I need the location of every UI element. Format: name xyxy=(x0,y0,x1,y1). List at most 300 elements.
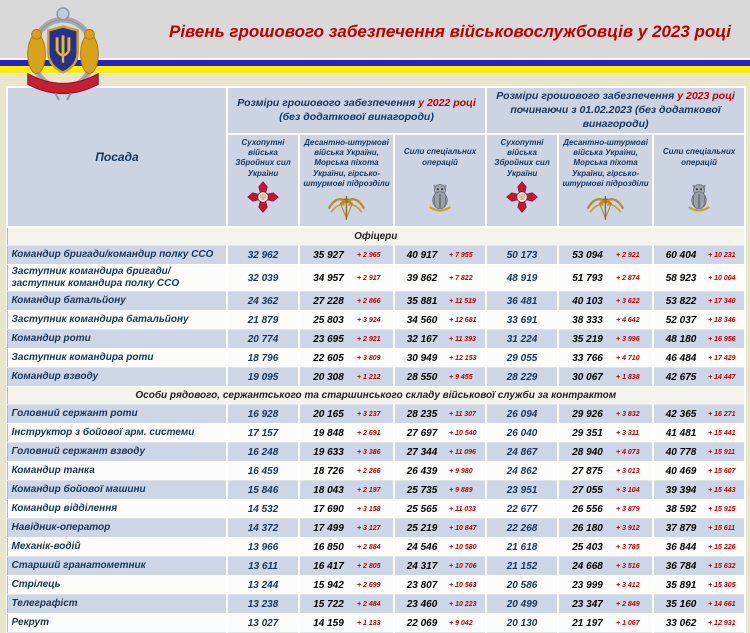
group-2023-year: у 2023 році xyxy=(677,90,735,102)
salary-increase: + 11 033 xyxy=(449,505,476,513)
salary-value: 25 403 xyxy=(572,541,603,553)
salary-value: 40 778 xyxy=(665,446,697,458)
salary-increase: + 1 133 xyxy=(357,619,381,627)
salary-value: 42 675 xyxy=(665,371,697,383)
salary-value: 23 807 xyxy=(406,579,438,591)
table-row xyxy=(7,424,745,443)
table-row xyxy=(7,292,745,311)
salary-table-wrap xyxy=(0,74,750,633)
salary-increase: + 11 393 xyxy=(449,335,476,343)
salary-cell xyxy=(486,265,558,292)
salary-increase: + 3 013 xyxy=(616,467,640,475)
salary-cell xyxy=(227,246,299,265)
salary-value: 21 618 xyxy=(506,541,538,553)
salary-value: 48 180 xyxy=(665,333,697,345)
salary-cell xyxy=(486,349,558,368)
salary-cell xyxy=(558,595,653,614)
salary-value: 35 160 xyxy=(665,598,697,610)
salary-cell xyxy=(394,330,486,349)
salary-value: 18 726 xyxy=(313,465,344,477)
salary-value: 36 784 xyxy=(665,560,697,572)
page-title: Рівень грошового забезпечення військовослужбовців у 2023 році xyxy=(168,22,732,41)
flag-yellow-stripe xyxy=(0,66,750,73)
branch-header-air-assault-2023: Десантно-штурмові війська України, Морська піхота України, гірсько-штурмові підрозділи xyxy=(558,134,653,228)
salary-increase: + 12 153 xyxy=(449,354,477,362)
salary-cell xyxy=(299,557,394,576)
salary-cell xyxy=(653,538,745,557)
salary-increase: + 3 879 xyxy=(616,505,640,513)
position-cell: Командир бойової машини xyxy=(7,481,227,500)
salary-cell xyxy=(653,424,745,443)
salary-value: 34 560 xyxy=(406,314,438,326)
salary-increase: + 10 223 xyxy=(449,600,477,608)
branch-header-special-ops-2022: Сили спеціальних операцій xyxy=(394,134,486,228)
salary-value: 13 244 xyxy=(247,579,279,591)
salary-value: 28 550 xyxy=(406,371,438,383)
salary-cell xyxy=(558,481,653,500)
salary-value: 26 556 xyxy=(572,503,603,515)
position-cell: Командир бригади/командир полку ССО xyxy=(7,246,227,265)
branch-header-air-assault-2022: Десантно-штурмові війська України, Морська піхота України, гірсько-штурмові підрозділи xyxy=(299,134,394,228)
salary-cell xyxy=(653,368,745,387)
salary-value: 27 697 xyxy=(406,427,438,439)
ground-forces-emblem-icon xyxy=(489,179,555,215)
salary-increase: + 2 917 xyxy=(357,274,381,282)
salary-increase: + 14 447 xyxy=(708,373,736,381)
salary-value: 24 867 xyxy=(506,446,538,458)
salary-cell xyxy=(394,595,486,614)
salary-value: 32 962 xyxy=(247,249,279,261)
salary-cell xyxy=(299,519,394,538)
salary-value: 23 460 xyxy=(406,598,438,610)
salary-value: 26 439 xyxy=(406,465,438,477)
salary-cell xyxy=(486,462,558,481)
salary-increase: + 12 931 xyxy=(708,619,736,627)
salary-value: 21 152 xyxy=(506,560,538,572)
salary-increase: + 9 889 xyxy=(449,486,473,494)
salary-increase: + 1 838 xyxy=(616,373,640,381)
salary-cell xyxy=(394,519,486,538)
air-assault-emblem-icon xyxy=(302,189,391,225)
salary-cell xyxy=(227,292,299,311)
salary-cell xyxy=(558,368,653,387)
salary-cell xyxy=(653,443,745,462)
salary-value: 20 130 xyxy=(506,617,538,629)
salary-increase: + 4 073 xyxy=(616,448,640,456)
salary-value: 48 919 xyxy=(506,272,538,284)
salary-value: 53 094 xyxy=(572,249,603,261)
salary-value: 25 219 xyxy=(406,522,438,534)
salary-value: 35 927 xyxy=(313,249,344,261)
salary-cell xyxy=(653,595,745,614)
salary-cell xyxy=(299,330,394,349)
salary-increase: + 3 412 xyxy=(616,581,640,589)
salary-cell xyxy=(486,368,558,387)
salary-cell xyxy=(653,292,745,311)
salary-value: 40 103 xyxy=(572,295,603,307)
salary-cell xyxy=(227,311,299,330)
salary-value: 23 951 xyxy=(506,484,538,496)
salary-cell xyxy=(299,265,394,292)
salary-value: 24 317 xyxy=(406,560,438,572)
salary-value: 29 926 xyxy=(572,408,603,420)
table-row xyxy=(7,462,745,481)
salary-increase: + 16 956 xyxy=(708,335,736,343)
table-row xyxy=(7,311,745,330)
salary-value: 52 037 xyxy=(665,314,697,326)
salary-increase: + 2 874 xyxy=(616,274,640,282)
salary-cell xyxy=(227,330,299,349)
position-cell: Командир відділення xyxy=(7,500,227,519)
salary-value: 29 351 xyxy=(572,427,603,439)
salary-increase: + 15 607 xyxy=(708,467,736,475)
table-row xyxy=(7,614,745,633)
salary-value: 14 372 xyxy=(247,522,279,534)
salary-value: 24 668 xyxy=(572,560,603,572)
salary-cell xyxy=(558,349,653,368)
salary-cell xyxy=(558,405,653,424)
salary-cell xyxy=(558,462,653,481)
salary-increase: + 3 127 xyxy=(357,524,381,532)
salary-increase: + 15 611 xyxy=(708,524,735,532)
salary-value: 50 173 xyxy=(506,249,538,261)
position-column-label: Посада xyxy=(95,150,139,165)
salary-value: 13 238 xyxy=(247,598,279,610)
salary-value: 37 879 xyxy=(665,522,697,534)
special-operations-emblem-icon xyxy=(397,178,483,214)
salary-value: 17 157 xyxy=(247,427,279,439)
salary-cell xyxy=(486,576,558,595)
salary-value: 35 219 xyxy=(572,333,603,345)
salary-cell xyxy=(227,538,299,557)
salary-value: 16 850 xyxy=(313,541,344,553)
branch-header-special-ops-2023: Сили спеціальних операцій xyxy=(653,134,745,228)
table-row xyxy=(7,576,745,595)
salary-increase: + 3 622 xyxy=(616,297,640,305)
salary-cell xyxy=(394,368,486,387)
branch-header-ground-2022: Сухопутні війська Збройних сил України xyxy=(227,134,299,228)
salary-increase: + 4 642 xyxy=(616,316,640,324)
slide-header xyxy=(0,0,750,58)
salary-value: 36 844 xyxy=(665,541,697,553)
salary-cell xyxy=(299,368,394,387)
salary-increase: + 17 340 xyxy=(708,297,736,305)
salary-increase: + 17 429 xyxy=(708,354,736,362)
position-cell: Механік-водій xyxy=(7,538,227,557)
position-cell: Навідник-оператор xyxy=(7,519,227,538)
salary-value: 35 891 xyxy=(665,579,697,591)
table-row xyxy=(7,443,745,462)
salary-value: 42 365 xyxy=(665,408,697,420)
position-cell: Головний сержант взводу xyxy=(7,443,227,462)
salary-cell xyxy=(227,368,299,387)
salary-cell xyxy=(486,519,558,538)
salary-value: 22 268 xyxy=(506,522,538,534)
position-cell: Заступник командира бригади/ заступник командира полку ССО xyxy=(7,265,227,292)
position-cell: Командир роти xyxy=(7,330,227,349)
salary-increase: + 15 305 xyxy=(708,581,736,589)
table-row xyxy=(7,538,745,557)
salary-value: 38 333 xyxy=(572,314,603,326)
salary-cell xyxy=(299,292,394,311)
salary-increase: + 2 805 xyxy=(357,562,381,570)
salary-value: 27 055 xyxy=(572,484,603,496)
salary-value: 28 229 xyxy=(506,371,538,383)
salary-increase: + 18 346 xyxy=(708,316,736,324)
salary-cell xyxy=(653,246,745,265)
salary-value: 28 940 xyxy=(572,446,603,458)
table-row xyxy=(7,481,745,500)
salary-value: 39 862 xyxy=(406,272,438,284)
salary-increase: + 2 884 xyxy=(357,543,381,551)
salary-value: 26 180 xyxy=(572,522,603,534)
salary-increase: + 9 455 xyxy=(449,373,473,381)
salary-value: 31 224 xyxy=(506,333,538,345)
table-row xyxy=(7,405,745,424)
salary-increase: + 9 042 xyxy=(449,619,473,627)
position-cell: Старший гранатометник xyxy=(7,557,227,576)
salary-cell xyxy=(299,481,394,500)
salary-value: 22 069 xyxy=(406,617,438,629)
salary-cell xyxy=(653,462,745,481)
salary-value: 41 481 xyxy=(665,427,697,439)
salary-increase: + 3 832 xyxy=(616,410,640,418)
salary-value: 27 875 xyxy=(572,465,603,477)
salary-value: 58 923 xyxy=(665,272,697,284)
salary-value: 33 691 xyxy=(506,314,538,326)
salary-cell xyxy=(653,265,745,292)
salary-cell xyxy=(299,576,394,595)
salary-increase: + 2 699 xyxy=(357,581,381,589)
salary-value: 13 027 xyxy=(247,617,279,629)
salary-value: 33 062 xyxy=(665,617,697,629)
position-cell: Командир батальйону xyxy=(7,292,227,311)
salary-cell xyxy=(558,576,653,595)
salary-cell xyxy=(394,538,486,557)
salary-increase: + 10 706 xyxy=(449,562,477,570)
salary-increase: + 2 921 xyxy=(357,335,381,343)
salary-value: 13 611 xyxy=(248,560,278,572)
salary-cell xyxy=(394,292,486,311)
salary-value: 36 481 xyxy=(506,295,538,307)
salary-cell xyxy=(558,614,653,633)
salary-value: 26 094 xyxy=(506,408,538,420)
group-2022-year: у 2022 році xyxy=(418,97,476,110)
ukraine-coat-of-arms-emblem-icon xyxy=(16,3,110,101)
ukraine-flag-stripes xyxy=(0,58,750,74)
salary-value: 16 928 xyxy=(247,408,279,420)
salary-increase: + 11 307 xyxy=(449,410,476,418)
table-row xyxy=(7,500,745,519)
salary-increase: + 2 266 xyxy=(357,467,381,475)
salary-value: 40 469 xyxy=(665,465,697,477)
section-title: Особи рядового, сержантського та старшинського складу військової служби за контрактом xyxy=(7,387,745,405)
salary-cell xyxy=(227,614,299,633)
salary-cell xyxy=(394,614,486,633)
salary-cell xyxy=(394,557,486,576)
salary-value: 27 344 xyxy=(406,446,438,458)
salary-cell xyxy=(558,443,653,462)
salary-cell xyxy=(394,246,486,265)
salary-increase: + 11 096 xyxy=(449,448,476,456)
salary-cell xyxy=(486,443,558,462)
salary-cell xyxy=(394,349,486,368)
salary-value: 29 055 xyxy=(506,352,538,364)
salary-cell xyxy=(299,311,394,330)
salary-value: 51 793 xyxy=(572,272,603,284)
salary-value: 21 197 xyxy=(572,617,603,629)
salary-increase: + 15 915 xyxy=(708,505,736,513)
salary-cell xyxy=(558,424,653,443)
table-row xyxy=(7,265,745,292)
salary-increase: + 7 955 xyxy=(449,251,473,259)
salary-cell xyxy=(227,405,299,424)
salary-value: 38 592 xyxy=(665,503,697,515)
salary-increase: + 15 443 xyxy=(708,486,736,494)
salary-cell xyxy=(299,462,394,481)
salary-increase: + 14 661 xyxy=(708,600,736,608)
salary-cell xyxy=(227,462,299,481)
salary-value: 22 677 xyxy=(506,503,538,515)
salary-increase: + 3 924 xyxy=(357,316,381,324)
salary-value: 32 167 xyxy=(406,333,438,345)
salary-increase: + 4 710 xyxy=(616,354,640,362)
salary-increase: + 15 226 xyxy=(708,543,736,551)
salary-cell xyxy=(558,500,653,519)
salary-value: 16 459 xyxy=(247,465,279,477)
salary-value: 33 766 xyxy=(572,352,603,364)
salary-value: 28 235 xyxy=(406,408,438,420)
salary-value: 30 067 xyxy=(572,371,603,383)
salary-cell xyxy=(227,500,299,519)
position-cell: Стрілець xyxy=(7,576,227,595)
salary-cell xyxy=(227,576,299,595)
position-cell: Заступник командира батальйону xyxy=(7,311,227,330)
salary-increase: + 15 441 xyxy=(708,429,736,437)
table-row xyxy=(7,246,745,265)
salary-increase: + 2 691 xyxy=(357,429,381,437)
salary-cell xyxy=(299,538,394,557)
salary-increase: + 2 484 xyxy=(357,600,381,608)
salary-value: 27 228 xyxy=(313,295,344,307)
salary-cell xyxy=(558,538,653,557)
table-row xyxy=(7,519,745,538)
salary-increase: + 12 681 xyxy=(449,316,477,324)
salary-cell xyxy=(486,481,558,500)
salary-increase: + 2 866 xyxy=(357,297,381,305)
salary-cell xyxy=(486,405,558,424)
special-operations-emblem-icon xyxy=(656,178,742,214)
salary-value: 13 966 xyxy=(247,541,279,553)
group-header-2022 xyxy=(227,87,486,134)
salary-cell xyxy=(227,443,299,462)
position-cell: Головний сержант роти xyxy=(7,405,227,424)
salary-cell xyxy=(558,292,653,311)
salary-value: 53 822 xyxy=(665,295,697,307)
salary-value: 46 484 xyxy=(665,352,697,364)
salary-value: 20 165 xyxy=(313,408,344,420)
salary-cell xyxy=(486,424,558,443)
salary-increase: + 2 849 xyxy=(616,600,640,608)
table-row xyxy=(7,349,745,368)
salary-cell xyxy=(486,557,558,576)
salary-value: 30 949 xyxy=(406,352,438,364)
salary-cell xyxy=(299,614,394,633)
salary-cell xyxy=(394,500,486,519)
salary-value: 40 917 xyxy=(406,249,438,261)
salary-cell xyxy=(394,405,486,424)
salary-value: 20 586 xyxy=(506,579,538,591)
salary-value: 14 532 xyxy=(247,503,279,515)
salary-cell xyxy=(299,595,394,614)
salary-cell xyxy=(486,500,558,519)
section-header-row xyxy=(7,387,745,405)
salary-value: 25 803 xyxy=(313,314,344,326)
salary-cell xyxy=(227,557,299,576)
salary-cell xyxy=(394,462,486,481)
salary-cell xyxy=(558,265,653,292)
salary-value: 23 347 xyxy=(572,598,603,610)
salary-value: 15 722 xyxy=(313,598,344,610)
salary-increase: + 2 197 xyxy=(357,486,381,494)
salary-cell xyxy=(558,557,653,576)
salary-increase: + 7 822 xyxy=(449,274,473,282)
salary-value: 22 605 xyxy=(313,352,344,364)
group-2023-subtitle: починаючи з 01.02.2023 (без додаткової винагороди) xyxy=(510,104,721,131)
salary-cell xyxy=(394,265,486,292)
salary-cell xyxy=(653,576,745,595)
salary-value: 20 499 xyxy=(506,598,538,610)
salary-cell xyxy=(299,246,394,265)
salary-increase: + 10 580 xyxy=(449,543,477,551)
salary-increase: + 3 237 xyxy=(357,410,381,418)
position-column-header xyxy=(7,87,227,227)
salary-increase: + 10 847 xyxy=(449,524,477,532)
table-row xyxy=(7,368,745,387)
salary-cell xyxy=(227,519,299,538)
salary-cell xyxy=(299,424,394,443)
salary-cell xyxy=(653,349,745,368)
group-2023-prefix: Розміри грошового забезпечення xyxy=(496,90,675,102)
salary-cell xyxy=(394,424,486,443)
salary-cell xyxy=(653,405,745,424)
salary-increase: + 15 911 xyxy=(708,448,735,456)
air-assault-emblem-icon xyxy=(561,189,650,225)
salary-table xyxy=(6,86,746,633)
salary-cell xyxy=(653,330,745,349)
salary-value: 15 942 xyxy=(313,579,344,591)
salary-value: 20 774 xyxy=(247,333,279,345)
section-title: Офіцери xyxy=(7,227,745,246)
salary-value: 26 040 xyxy=(506,427,538,439)
salary-cell xyxy=(394,481,486,500)
salary-cell xyxy=(486,292,558,311)
salary-increase: + 10 231 xyxy=(708,251,736,259)
salary-cell xyxy=(486,311,558,330)
table-row xyxy=(7,330,745,349)
salary-increase: + 3 158 xyxy=(357,505,381,513)
salary-value: 23 695 xyxy=(313,333,344,345)
salary-increase: + 2 921 xyxy=(616,251,640,259)
salary-cell xyxy=(486,538,558,557)
salary-cell xyxy=(486,614,558,633)
table-row xyxy=(7,557,745,576)
salary-value: 60 404 xyxy=(665,249,697,261)
position-cell: Командир взводу xyxy=(7,368,227,387)
position-cell: Рекрут xyxy=(7,614,227,633)
salary-cell xyxy=(394,311,486,330)
salary-value: 17 690 xyxy=(313,503,344,515)
